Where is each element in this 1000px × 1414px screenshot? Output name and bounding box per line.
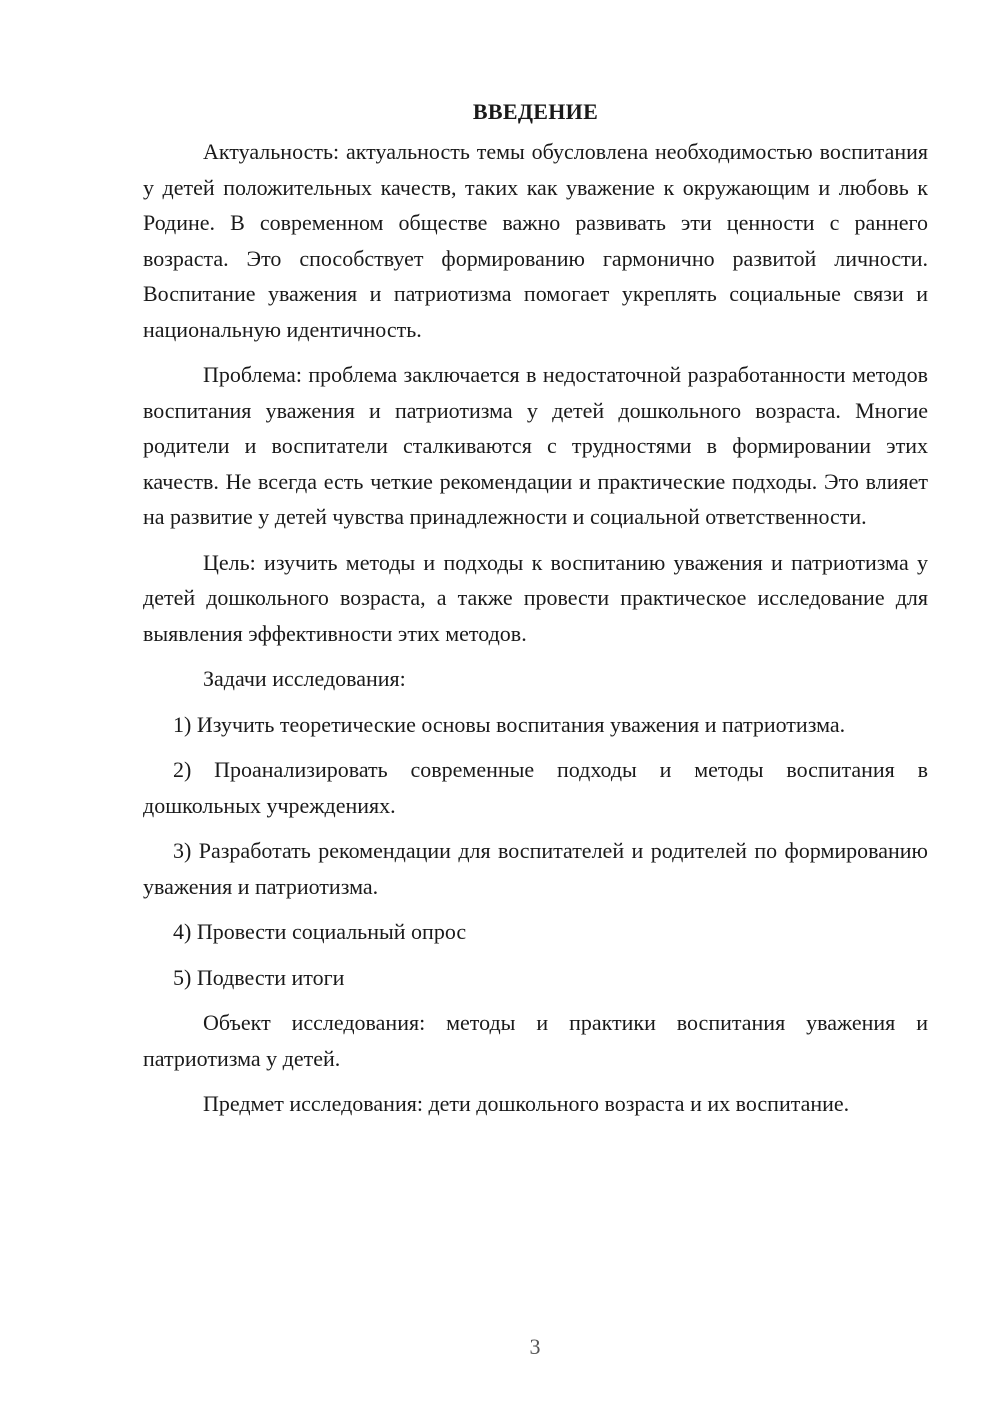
task-item-3: 3) Разработать рекомендации для воспитателей и родителей по формированию уважения и патриотизма. bbox=[143, 838, 928, 899]
object-paragraph: Объект исследования: методы и практики воспитания уважения и патриотизма у детей. bbox=[143, 1010, 928, 1071]
tasks-title: Задачи исследования: bbox=[203, 666, 406, 691]
subject-paragraph: Предмет исследования: дети дошкольного возраста и их воспитание. bbox=[203, 1091, 850, 1116]
page-content bbox=[143, 96, 928, 1122]
problem-paragraph: Проблема: проблема заключается в недостаточной разработанности методов воспитания уважения и патриотизма у детей дошкольного возраста. Многие родители и воспитатели сталкиваются с трудностями в формировании этих качеств. Не всегда есть четкие рекомендации и практические подходы. Это влияет на развитие у детей чувства принадлежности и социальной ответственности. bbox=[143, 362, 928, 529]
section-heading: ВВЕДЕНИЕ bbox=[472, 99, 599, 124]
task-item-5: 5) Подвести итоги bbox=[173, 964, 345, 990]
task-item-1: 1) Изучить теоретические основы воспитания уважения и патриотизма. bbox=[173, 711, 846, 737]
relevance-paragraph: Актуальность: актуальность темы обусловлена необходимостью воспитания у детей положительных качеств, таких как уважение к окружающим и любовь к Родине. В современном обществе важно развивать эти ценности с раннего возраста. Это способствует формированию гармонично развитой личности. Воспитание уважения и патриотизма помогает укреплять социальные связи и национальную идентичность. bbox=[143, 139, 928, 342]
task-item-4: 4) Провести социальный опрос bbox=[173, 919, 467, 944]
task-item-2: 2) Проанализировать современные подходы и методы воспитания в дошкольных учреждениях. bbox=[143, 757, 928, 818]
goal-paragraph: Цель: изучить методы и подходы к воспитанию уважения и патриотизма у детей дошкольного возраста, а также провести практическое исследование для выявления эффективности этих методов. bbox=[143, 549, 928, 646]
page-number: 3 bbox=[529, 1334, 541, 1359]
